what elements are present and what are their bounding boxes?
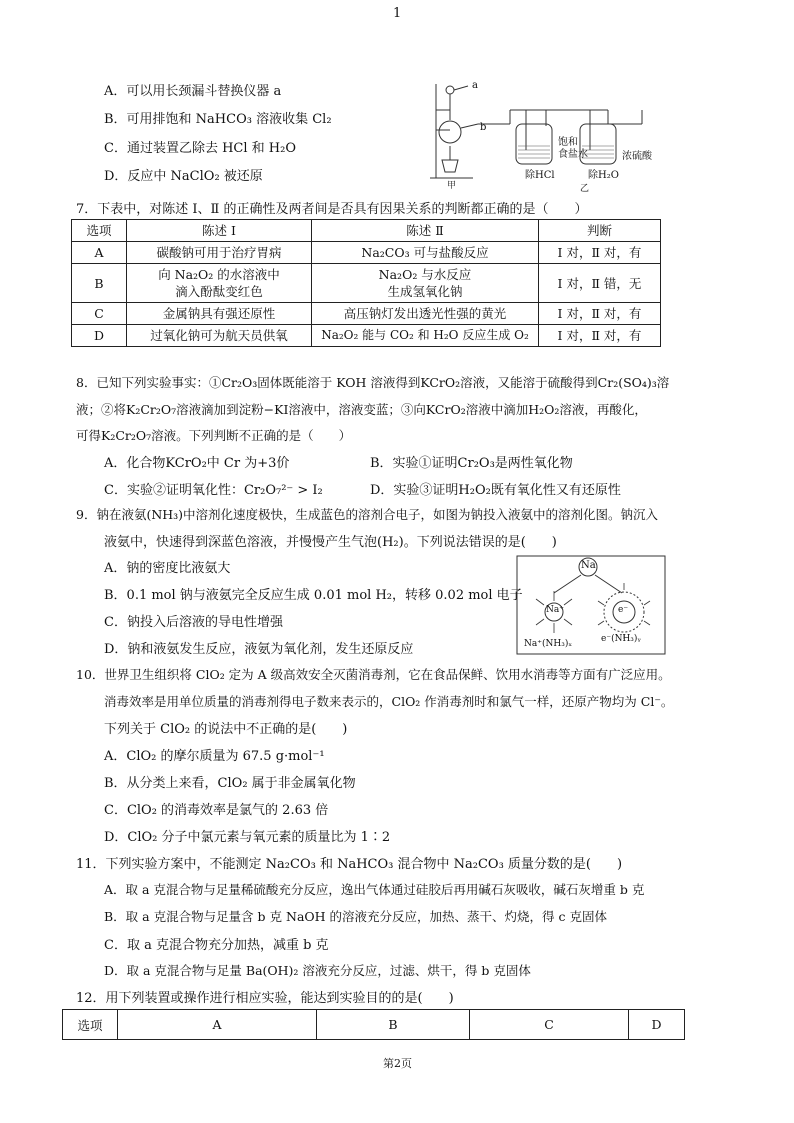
q6-option-a: A．可以用长颈漏斗替换仪器 a <box>104 84 282 99</box>
q12-table <box>62 1009 685 1040</box>
table-cell: C <box>72 303 127 325</box>
q11-option-b: B．取 a 克混合物与足量含 b 克 NaOH 的溶液充分反应，加热、蒸干、灼烧，得 c 克固体 <box>104 909 607 924</box>
q9-option-a: A．钠的密度比液氨大 <box>104 561 231 576</box>
q6-fig-label-bottle1: 饱和 食盐水 <box>558 137 588 160</box>
table-header: D <box>629 1010 685 1040</box>
q8-option-d: D．实验③证明H₂O₂既有氧化性又有还原性 <box>370 483 621 498</box>
table-header: 选项 <box>72 220 127 242</box>
table-row <box>63 1010 685 1040</box>
table-cell: Ⅰ 对，Ⅱ 错，无 <box>539 264 661 303</box>
table-cell: Ⅰ 对，Ⅱ 对，有 <box>539 242 661 264</box>
page-footer: 第2页 <box>383 1057 412 1070</box>
table-cell: B <box>72 264 127 303</box>
page-number-top: 1 <box>393 6 402 21</box>
table-row <box>72 264 661 303</box>
q10-line-3: 下列关于 ClO₂ 的说法中不正确的是( ) <box>104 722 348 737</box>
table-cell: Na₂CO₃ 可与盐酸反应 <box>312 242 539 264</box>
table-header: B <box>317 1010 470 1040</box>
q8-option-b: B．实验①证明Cr₂O₃是两性氧化物 <box>370 456 573 471</box>
q6-option-d: D．反应中 NaClO₂ 被还原 <box>104 169 263 184</box>
q9-fig-left-center: Na⁺ <box>546 605 564 615</box>
q11-stem: 11．下列实验方案中，不能测定 Na₂CO₃ 和 NaHCO₃ 混合物中 Na₂CO₃ 质量分数的是( ) <box>76 857 623 872</box>
table-cell: A <box>72 242 127 264</box>
q10-line-1: 10．世界卫生组织将 ClO₂ 定为 A 级高效安全灭菌消毒剂，它在食品保鲜、饮用水消毒等方面有广泛应用。 <box>76 667 671 682</box>
table-header: C <box>470 1010 629 1040</box>
q9-line-1: 9．钠在液氨(NH₃)中溶剂化速度极快，生成蓝色的溶剂合电子，如图为钠投入液氨中的溶剂化图。钠沉入 <box>76 507 659 522</box>
q6-option-c: C．通过装置乙除去 HCl 和 H₂O <box>104 141 296 156</box>
q10-line-2: 消毒效率是用单位质量的消毒剂得电子数来表示的，ClO₂ 作消毒剂时和氯气一样，还原产物均为 Cl⁻。 <box>104 694 674 709</box>
q6-fig-label-bottle2: 浓硫酸 <box>622 151 652 162</box>
table-cell: 过氧化钠可为航天员供氧 <box>127 325 312 347</box>
q8-option-c: C．实验②证明氧化性：Cr₂O₇²⁻ > I₂ <box>104 483 323 498</box>
q6-fig-label-yi: 乙 <box>580 184 590 194</box>
q11-option-a: A．取 a 克混合物与足量稀硫酸充分反应，逸出气体通过硅胶后再用碱石灰吸收，碱石灰增重 b 克 <box>104 882 645 897</box>
table-header: 判断 <box>539 220 661 242</box>
q7-stem: 7．下表中，对陈述 Ⅰ、Ⅱ 的正确性及两者间是否具有因果关系的判断都正确的是（ ） <box>76 202 588 217</box>
q8-line-1: 8．已知下列实验事实：①Cr₂O₃固体既能溶于 KOH 溶液得到KCrO₂溶液，又能溶于硫酸得到Cr₂(SO₄)₃溶 <box>76 375 670 390</box>
table-cell: Ⅰ 对，Ⅱ 对，有 <box>539 325 661 347</box>
q12-stem: 12．用下列装置或操作进行相应实验，能达到实验目的的是( ) <box>76 991 454 1006</box>
q10-option-c: C．ClO₂ 的消毒效率是氯气的 2.63 倍 <box>104 803 329 818</box>
table-cell: Na₂O₂ 能与 CO₂ 和 H₂O 反应生成 O₂ <box>312 325 539 347</box>
q8-line-2: 液；②将K₂Cr₂O₇溶液滴加到淀粉−KI溶液中，溶液变蓝；③向KCrO₂溶液中滴加H₂O₂溶液，再酸化， <box>76 402 647 417</box>
q9-fig-right-caption: e⁻(NH₃)ᵧ <box>601 634 641 644</box>
table-cell: 向 Na₂O₂ 的水溶液中 滴入酚酞变红色 <box>127 264 312 303</box>
q6-fig-label-b: b <box>480 122 487 133</box>
table-cell: 金属钠具有强还原性 <box>127 303 312 325</box>
table-cell: Na₂O₂ 与水反应 生成氢氧化钠 <box>312 264 539 303</box>
q10-option-d: D．ClO₂ 分子中氯元素与氧元素的质量比为 1∶2 <box>104 830 391 845</box>
q6-fig-label-jia: 甲 <box>447 181 457 191</box>
q10-option-b: B．从分类上来看，ClO₂ 属于非金属氧化物 <box>104 776 356 791</box>
q11-option-c: C．取 a 克混合物充分加热，减重 b 克 <box>104 938 329 953</box>
table-header: 选项 <box>63 1010 118 1040</box>
table-row <box>72 325 661 347</box>
table-row <box>72 220 661 242</box>
q10-option-a: A．ClO₂ 的摩尔质量为 67.5 g·mol⁻¹ <box>104 749 325 764</box>
q9-option-d: D．钠和液氨发生反应，液氨为氧化剂，发生还原反应 <box>104 642 414 657</box>
q6-fig-label-a: a <box>472 80 478 91</box>
q9-line-2: 液氨中，快速得到深蓝色溶液，并慢慢产生气泡(H₂)。下列说法错误的是( ) <box>104 535 557 550</box>
q9-option-b: B．0.1 mol 钠与液氨完全反应生成 0.01 mol H₂，转移 0.02 mol 电子 <box>104 588 523 603</box>
table-header: 陈述 Ⅱ <box>312 220 539 242</box>
q9-fig-left-caption: Na⁺(NH₃)ₓ <box>524 639 573 649</box>
table-row <box>72 242 661 264</box>
table-cell: D <box>72 325 127 347</box>
q9-option-c: C．钠投入后溶液的导电性增强 <box>104 615 283 630</box>
q6-fig-label-chu-h2o: 除H₂O <box>588 170 619 181</box>
table-cell: 碳酸钠可用于治疗胃病 <box>127 242 312 264</box>
q9-fig-top-label: Na <box>581 560 596 571</box>
q8-option-a: A．化合物KCrO₂中 Cr 为+3价 <box>104 456 290 471</box>
q9-fig-right-center: e⁻ <box>618 605 629 615</box>
table-header: 陈述 Ⅰ <box>127 220 312 242</box>
q7-table <box>71 219 661 347</box>
q6-option-b: B．可用排饱和 NaHCO₃ 溶液收集 Cl₂ <box>104 112 332 127</box>
q8-line-3: 可得K₂Cr₂O₇溶液。下列判断不正确的是（ ） <box>76 428 352 443</box>
q11-option-d: D．取 a 克混合物与足量 Ba(OH)₂ 溶液充分反应，过滤、烘干，得 b 克固体 <box>104 963 531 978</box>
table-header: A <box>118 1010 317 1040</box>
table-row <box>72 303 661 325</box>
q6-fig-label-chu-hcl: 除HCl <box>525 170 555 181</box>
table-cell: Ⅰ 对，Ⅱ 对，有 <box>539 303 661 325</box>
table-cell: 高压钠灯发出透光性强的黄光 <box>312 303 539 325</box>
